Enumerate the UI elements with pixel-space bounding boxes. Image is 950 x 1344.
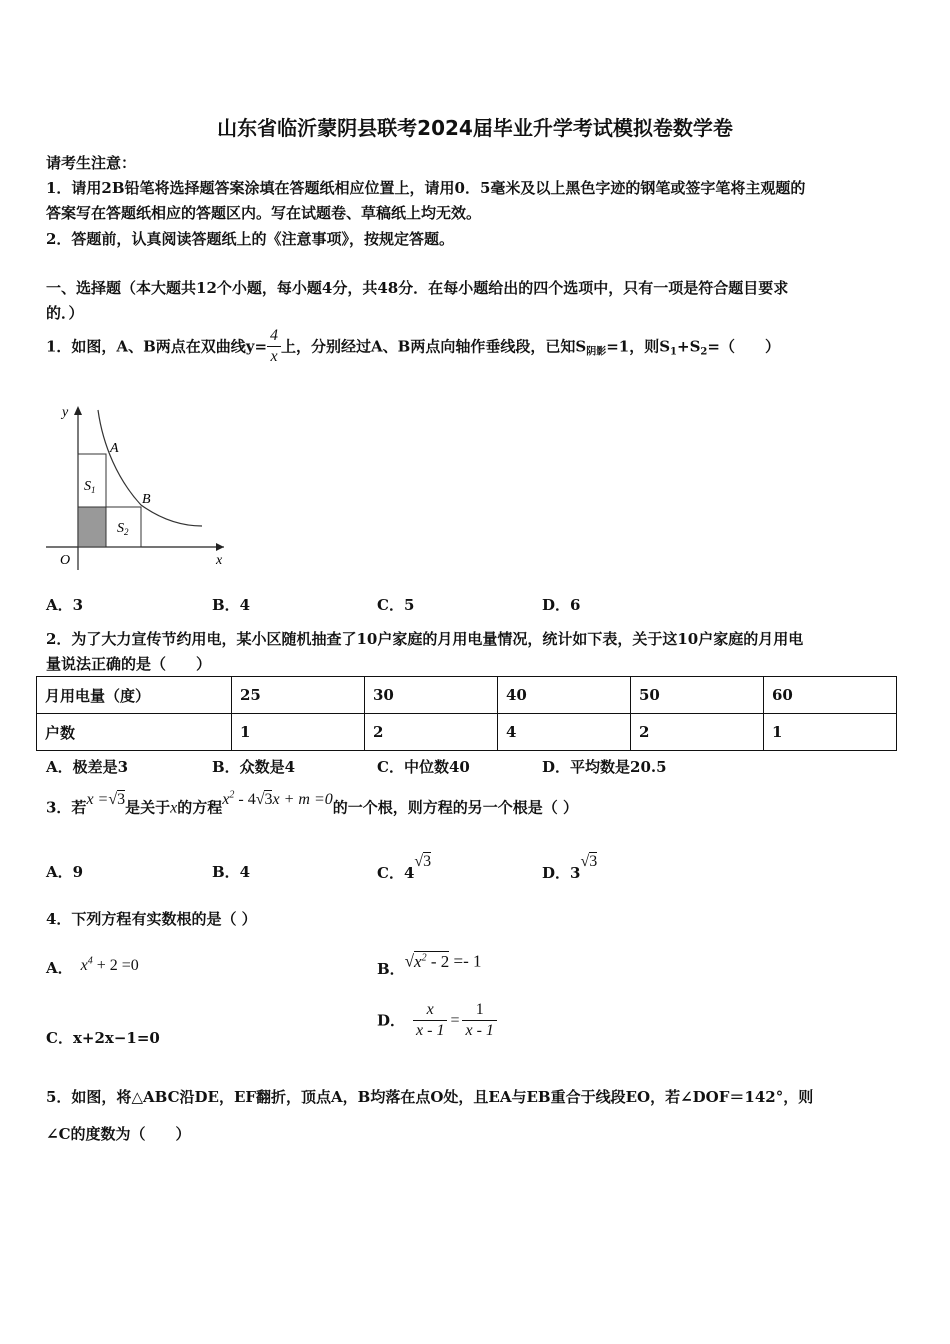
shaded-region (78, 507, 106, 547)
q3-cond-x: x = (86, 791, 109, 809)
q5-line-1: 5．如图，将△ABC沿DE，EF翻折，顶点A，B均落在点O处，且EA与EB重合于线段EO，若∠DOF＝142°，则 (46, 1088, 814, 1106)
q3-opt-c-label: C．4 (377, 864, 415, 882)
q1-prefix: 1．如图，A、B两点在双曲线y= (46, 337, 268, 356)
page-title: 山东省临沂蒙阴县联考2024届毕业升学考试模拟卷数学卷 (217, 116, 733, 140)
q3-condition: x =√3 (86, 791, 126, 809)
q1-option-b[interactable]: B．4 (212, 596, 251, 614)
s2-sub: 2 (124, 527, 129, 537)
q1-graph (40, 398, 230, 570)
q2-line-2: 量说法正确的是（ ） (46, 655, 212, 673)
s1-sub: 1 (91, 485, 96, 495)
q1-sub-shade: 阴影 (586, 346, 607, 358)
graph-y-label: y (62, 405, 69, 420)
electricity-table (36, 676, 897, 751)
q4-opt-d-num1: x (426, 1001, 434, 1018)
y-axis-arrow (74, 406, 82, 415)
q3-opt-d-sqrt: √3 (580, 853, 598, 870)
q4-opt-a-base: x (80, 957, 88, 975)
table-cell: 月用电量（度） (37, 677, 232, 714)
q4-opt-b-rest: =- 1 (449, 951, 482, 971)
q3-eq-b: - 4 (234, 791, 256, 809)
q4-opt-a-rest: + 2 =0 (92, 957, 139, 975)
q2-line-1: 2．为了大力宣传节约用电，某小区随机抽查了10户家庭的月用电量情况，统计如下表，关于这10户家庭的月用电 (46, 630, 804, 648)
q3-opt-c-rad: 3 (423, 853, 432, 870)
q4-opt-d-eq: = (450, 1011, 460, 1029)
s2-label (117, 521, 129, 537)
notice-line-2: 答案写在答题纸相应的答题区内。写在试题卷、草稿纸上均无效。 (46, 204, 482, 222)
q4-opt-d-num2: 1 (475, 1001, 484, 1018)
q1-frac-den: x (267, 346, 281, 367)
q4-text: 4．下列方程有实数根的是（ ） (46, 910, 257, 928)
q1-option-a[interactable]: A．3 (46, 596, 84, 614)
table-cell: 25 (232, 677, 365, 714)
q3-eq-rad: 3 (264, 791, 273, 809)
table-cell: 40 (498, 677, 631, 714)
s1-label (84, 479, 96, 495)
table-cell: 1 (764, 714, 897, 751)
graph-x-label: x (216, 553, 223, 568)
q4-opt-d-label: D． (377, 1011, 406, 1030)
q3-cond-rad: 3 (117, 791, 126, 809)
q3-option-d[interactable] (542, 849, 598, 882)
table-row (37, 677, 897, 714)
q3-mid2: 的方程 (177, 798, 223, 817)
q1-middle: 上，分别经过A、B两点向轴作垂线段，已知S (281, 337, 587, 356)
q4-opt-b-radicand (414, 951, 449, 971)
table-cell: 4 (498, 714, 631, 751)
table-cell: 户数 (37, 714, 232, 751)
q4-opt-b-eq: $√x^2 - 2 =- 1$ (404, 951, 482, 971)
q1-fraction (267, 326, 281, 367)
q2-option-a[interactable]: A．极差是3 (46, 758, 129, 776)
q4-opt-d-den2: x - 1 (462, 1020, 496, 1041)
q1-suffix: =（ ） (707, 337, 780, 356)
question-1 (46, 326, 780, 367)
q3-option-c[interactable] (377, 849, 432, 882)
q4-option-c[interactable]: C．x+2x−1=0 (46, 1029, 160, 1047)
q4-opt-a-eq (81, 957, 139, 974)
q3-opt-d-label: D．3 (542, 864, 581, 882)
notice-heading: 请考生注意： (46, 154, 137, 172)
s2-letter: S (117, 521, 124, 536)
point-a-label: A (110, 441, 119, 456)
q2-option-c[interactable]: C．中位数40 (377, 758, 470, 776)
q2-option-b[interactable]: B．众数是4 (212, 758, 296, 776)
q1-mid2: =1，则S (606, 337, 671, 356)
q3-var: x (170, 799, 178, 817)
q4-opt-d-frac1 (413, 1000, 447, 1041)
table-cell: 30 (365, 677, 498, 714)
q4-opt-a-label: A． (46, 959, 73, 978)
q3-option-b[interactable]: B．4 (212, 863, 251, 881)
notice-line-1: 1．请用2B铅笔将选择题答案涂填在答题纸相应位置上，请用0．5毫米及以上黑色字迹的钢笔或签字笔将主观题的 (46, 179, 806, 197)
q3-eq-a: x (222, 791, 230, 809)
section1-line-2: 的．） (46, 304, 84, 322)
q1-option-c[interactable]: C．5 (377, 596, 415, 614)
q3-eq-exp: 2 (229, 790, 235, 801)
q4-opt-d-frac2 (462, 1000, 496, 1041)
q3-equation: $x^2 - 4√3x + m =0$ (222, 790, 333, 809)
table-row (37, 714, 897, 751)
table-cell: 50 (631, 677, 764, 714)
q1-option-d[interactable]: D．6 (542, 596, 581, 614)
q4-opt-d-den1: x - 1 (413, 1020, 447, 1041)
graph-origin-label: O (60, 553, 71, 568)
q4-opt-b-rad-rest: - 2 (426, 951, 450, 971)
q1-sub-1: 1 (670, 346, 678, 358)
q4-opt-b-rad-exp: 2 (421, 952, 427, 963)
q5-line-2: ∠C的度数为（ ） (46, 1125, 191, 1143)
q4-opt-a-exp: 4 (87, 956, 93, 967)
question-3 (46, 792, 578, 820)
q4-option-b[interactable] (377, 946, 482, 978)
q3-eq-c: x + m =0 (272, 791, 333, 809)
table-cell: 2 (631, 714, 764, 751)
q3-prefix: 3．若 (46, 798, 87, 817)
q1-sub-2: 2 (700, 346, 708, 358)
q3-option-a[interactable]: A．9 (46, 863, 84, 881)
point-b-label: B (142, 492, 151, 507)
q3-opt-c-sqrt: √3 (414, 853, 432, 870)
q3-mid: 是关于 (125, 798, 171, 817)
q4-option-d[interactable] (377, 1000, 497, 1041)
section1-line-1: 一、选择题（本大题共12个小题，每小题4分，共48分．在每小题给出的四个选项中，只有一项是符合题目要求 (46, 279, 789, 297)
s1-letter: S (84, 479, 91, 494)
notice-line-3: 2．答题前，认真阅读答题纸上的《注意事项》，按规定答题。 (46, 230, 454, 248)
q4-opt-b-rad-base: x (414, 951, 422, 971)
table-cell: 1 (232, 714, 365, 751)
table-cell: 2 (365, 714, 498, 751)
q3-opt-d-rad: 3 (589, 853, 598, 870)
table-cell: 60 (764, 677, 897, 714)
q4-opt-b-label: B． (377, 959, 405, 978)
q3-suffix: 的一个根，则方程的另一个根是（ ） (332, 798, 578, 817)
q2-option-d[interactable]: D．平均数是20.5 (542, 758, 667, 776)
hyperbola-curve (98, 410, 202, 526)
q4-option-a[interactable] (46, 950, 139, 978)
q1-mid3: +S (677, 337, 701, 356)
x-axis-arrow (216, 543, 224, 551)
q1-frac-num: 4 (270, 327, 279, 344)
